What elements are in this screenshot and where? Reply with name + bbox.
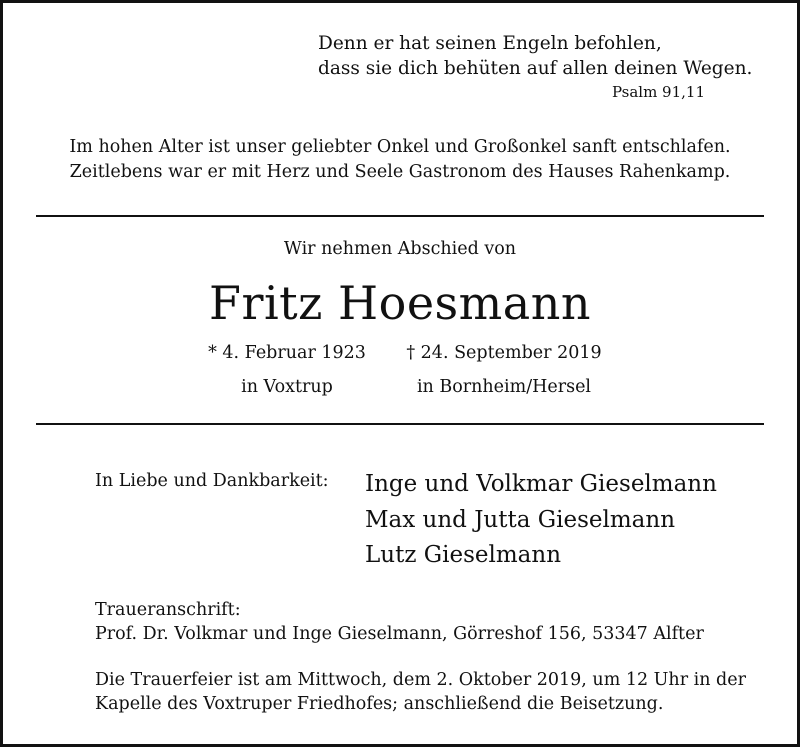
death-place: in Bornheim/Hersel	[416, 377, 592, 397]
verse-source: Psalm 91,11	[611, 83, 705, 101]
mourner-1: Inge und Volkmar Gieselmann	[365, 471, 717, 497]
ceremony-line-2: Kapelle des Voxtruper Friedhofes; anschließend die Beisetzung.	[95, 694, 664, 714]
mourner-3: Lutz Gieselmann	[365, 542, 562, 568]
mourners-label: In Liebe und Dankbarkeit:	[95, 471, 329, 491]
mourner-2: Max und Jutta Gieselmann	[365, 507, 676, 533]
address-label: Traueranschrift:	[95, 600, 241, 620]
ceremony-line-1: Die Trauerfeier ist am Mittwoch, dem 2. Oktober 2019, um 12 Uhr in der	[95, 670, 746, 690]
verse-line-2: dass sie dich behüten auf allen deinen Wegen.	[318, 58, 753, 79]
deceased-name: Fritz Hoesmann	[209, 276, 591, 330]
divider-top	[36, 215, 764, 217]
birth-place: in Voxtrup	[241, 377, 333, 397]
farewell-text: Wir nehmen Abschied von	[283, 239, 517, 259]
verse-line-1: Denn er hat seinen Engeln befohlen,	[318, 33, 662, 54]
divider-bottom	[36, 423, 764, 425]
death-date: † 24. September 2019	[406, 343, 602, 363]
intro-line-1: Im hohen Alter ist unser geliebter Onkel und Großonkel sanft entschlafen.	[69, 137, 731, 157]
address-text: Prof. Dr. Volkmar und Inge Gieselmann, Görreshof 156, 53347 Alfter	[95, 624, 704, 644]
birth-date: * 4. Februar 1923	[208, 343, 366, 363]
intro-line-2: Zeitlebens war er mit Herz und Seele Gastronom des Hauses Rahenkamp.	[69, 162, 731, 182]
